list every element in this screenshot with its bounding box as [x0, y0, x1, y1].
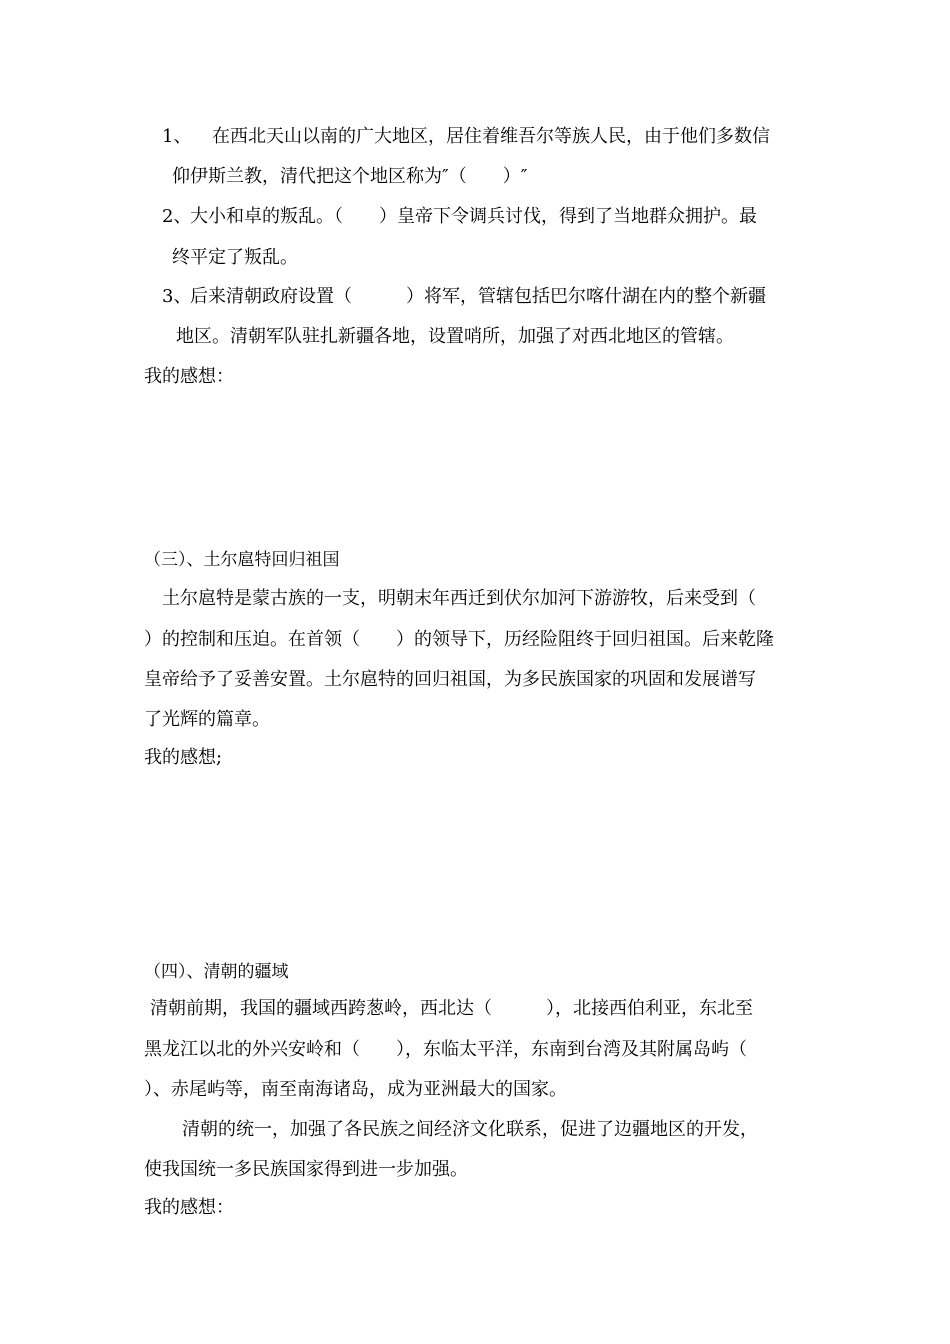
section-4-line-3: ）、赤尾屿等，南至南海诸岛，成为亚洲最大的国家。 [144, 1079, 567, 1100]
item-2-line-2: 终平定了叛乱。 [172, 247, 298, 268]
item-3-line-2: 地区。清朝军队驻扎新疆各地，设置哨所，加强了对西北地区的管辖。 [176, 326, 734, 347]
reflection-label-3: 我的感想： [144, 1197, 234, 1218]
section-3-heading: （三）、土尔扈特回归祖国 [144, 550, 340, 570]
section-4-line-4: 清朝的统一，加强了各民族之间经济文化联系，促进了边疆地区的开发， [182, 1119, 758, 1140]
section-3-line-2: ）的控制和压迫。在首领（ ）的领导下，历经险阻终于回归祖国。后来乾隆 [144, 629, 774, 650]
item-2-number: 2、 [162, 206, 192, 227]
item-1-number: 1、 [162, 126, 192, 147]
item-3-number: 3、 [162, 286, 192, 307]
item-2-line-1: 大小和卓的叛乱。（ ）皇帝下令调兵讨伐，得到了当地群众拥护。最 [190, 206, 757, 227]
reflection-label-1: 我的感想： [144, 366, 234, 387]
item-3-line-1: 后来清朝政府设置（ ）将军，管辖包括巴尔喀什湖在内的整个新疆 [190, 286, 766, 307]
section-4-heading: （四）、清朝的疆域 [144, 962, 289, 982]
section-4-line-2: 黑龙江以北的外兴安岭和（ ），东临太平洋，东南到台湾及其附属岛屿（ [144, 1039, 747, 1060]
section-3-line-3: 皇帝给予了妥善安置。土尔扈特的回归祖国，为多民族国家的巩固和发展谱写 [144, 669, 756, 690]
reflection-label-2: 我的感想; [144, 747, 223, 768]
section-3-line-1: 土尔扈特是蒙古族的一支，明朝末年西迁到伏尔加河下游游牧，后来受到（ [162, 588, 756, 609]
section-4-line-1: 清朝前期，我国的疆域西跨葱岭，西北达（ ），北接西伯利亚，东北至 [150, 998, 753, 1019]
item-1-line-2: 仰伊斯兰教，清代把这个地区称为″（ ）″ [172, 166, 528, 187]
section-3-line-4: 了光辉的篇章。 [144, 709, 270, 730]
item-1-line-1: 在西北天山以南的广大地区，居住着维吾尔等族人民，由于他们多数信 [212, 126, 770, 147]
section-4-line-5: 使我国统一多民族国家得到进一步加强。 [144, 1159, 468, 1180]
